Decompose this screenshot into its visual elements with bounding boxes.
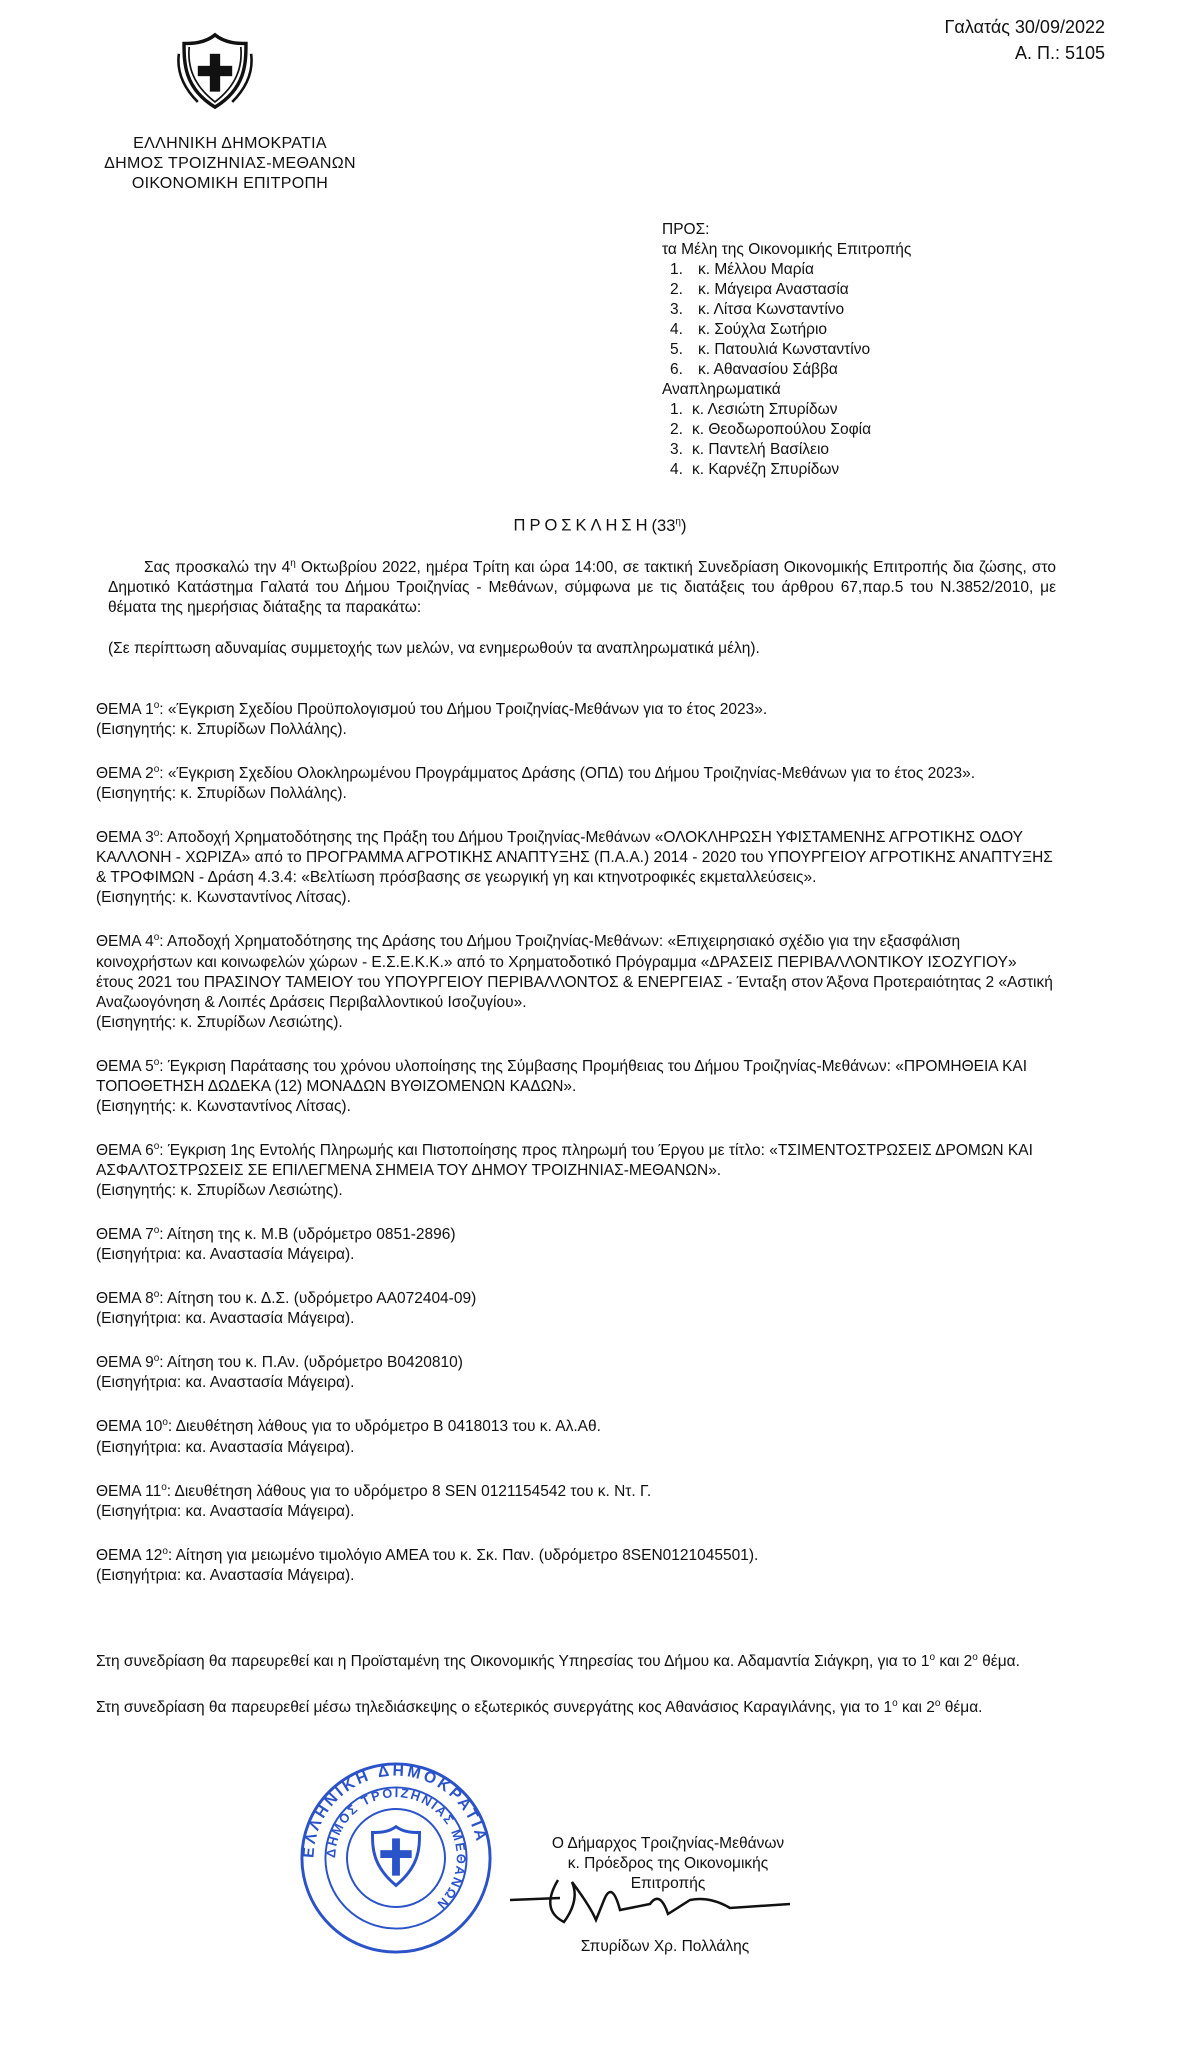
agenda-topic: ΘΕΜΑ $5^o$: Έγκριση Παράτασης του χρόνου υλοποίησης της Σύμβασης Προμήθειας του Δήμου Τροιζηνίας-Μεθάνων: «ΠΡΟΜΗΘΕΙΑ ΚΑΙ ΤΟΠΟΘΕΤΗΣΗ ΔΩΔΕΚΑ (12) ΜΟΝΑΔΩΝ ΒΥΘΙΖΟΜΕΝΩΝ ΚΑΔΩΝ». (Εισηγητής: κ. Κωνσταντίνος Λίτσας). xyxy=(96,1056,1028,1115)
agenda-topic: ΘΕΜΑ $11^o$: Διευθέτηση λάθους για το υδρόμετρο 8 SEN 0121154542 του κ. Ντ. Γ. (Εισηγήτρια: κα. Αναστασία Μάγειρα). xyxy=(96,1481,652,1520)
signatory-line-2: κ. Πρόεδρος της Οικονομικής Επιτροπής xyxy=(567,1855,769,1892)
greek-coat-of-arms-icon xyxy=(172,28,258,114)
recipients-block xyxy=(662,220,911,480)
agenda-topic: ΘΕΜΑ $9^o$: Αίτηση του κ. Π.Αν. (υδρόμετρο Β0420810) (Εισηγήτρια: κα. Αναστασία Μάγειρα). xyxy=(96,1353,463,1392)
agenda-topic: ΘΕΜΑ $3^o$: Αποδοχή Χρηματοδότησης της Πράξη του Δήμου Τροιζηνίας-Μεθάνων «ΟΛΟΚΛΗΡΩΣΗ ΥΦΙΣΤΑΜΕΝΗΣ ΑΓΡΟΤΙΚΗΣ ΟΔΟΥ ΚΑΛΛΟΝΗ - ΧΩΡΙΖΑ» από το ΠΡΟΓΡΑΜΜΑ ΑΓΡΟΤΙΚΗΣ ΑΝΑΠΤΥΞΗΣ (Π.Α.Α.) 2014 - 2020 του ΥΠΟΥΡΓΕΙΟΥ ΑΓΡΟΤΙΚΗΣ ΑΝΑΠΤΥΞΗΣ & ΤΡΟΦΙΜΩΝ - Δράση 4.3.4: «Βελτίωση πρόσβασης σε γεωργική γη και κτηνοτροφικές εκμεταλλεύσεις». (Εισηγητής: κ. Κωνσταντίνος Λίτσας). xyxy=(96,828,1053,907)
signatory-line-1: Ο Δήμαρχος Τροιζηνίας-Μεθάνων xyxy=(551,1835,785,1852)
list-item: 1. κ. Μέλλου Μαρία xyxy=(670,261,814,278)
agenda-topic: ΘΕΜΑ $10^o$: Διευθέτηση λάθους για το υδρόμετρο Β 0418013 του κ. Αλ.Αθ. (Εισηγήτρια: κα. Αναστασία Μάγειρα). xyxy=(96,1417,601,1456)
list-item: 5. κ. Πατουλιά Κωνσταντίνο xyxy=(670,341,871,358)
list-item: 4. κ. Σούχλα Σωτήριο xyxy=(670,321,828,338)
protocol-number: Α. Π.: 5105 xyxy=(1014,43,1105,63)
list-item: 6. κ. Αθανασίου Σάββα xyxy=(670,361,838,378)
agenda-topic: ΘΕΜΑ $1^o$: «Έγκριση Σχεδίου Προϋπολογισμού του Δήμου Τροιζηνίας-Μεθάνων για το έτος 2023». (Εισηγητής: κ. Σπυρίδων Πολλάλης). xyxy=(96,700,768,739)
list-item: 3. κ. Παντελή Βασίλειο xyxy=(670,441,830,458)
agenda-topic: ΘΕΜΑ $4^o$: Αποδοχή Χρηματοδότησης της Δράσης του Δήμου Τροιζηνίας-Μεθάνων: «Επιχειρησιακό σχέδιο για την εξασφάλιση κοινοχρήστων και κοινωφελών χώρων - Ε.Σ.Ε.Κ.Κ.» από το Χρηματοδοτικό Πρόγραμμα «ΔΡΑΣΕΙΣ ΠΕΡΙΒΑΛΛΟΝΤΙΚΟΥ ΙΣΟΖΥΓΙΟΥ» έτους 2021 του ΠΡΑΣΙΝΟΥ ΤΑΜΕΙΟΥ του ΥΠΟΥΡΓΕΙΟΥ ΠΕΡΙΒΑΛΛΟΝΤΟΣ & ΕΝΕΡΓΕΙΑΣ - Ένταξη στον Άξονα Προτεραιότητας 2 «Αστική Αναζωογόνηση & Λοιπές Δράσεις Περιβαλλοντικού Ισοζυγίου». (Εισηγητής: κ. Σπυρίδων Λεσιώτης). xyxy=(96,932,1053,1031)
closing-note: Στη συνεδρίαση θα παρευρεθεί και η Προϊσταμένη της Οικονομικής Υπηρεσίας του Δήμου κα. Αδαμαντία Σιάγκρη, για το $1^o$ και $2^o$ θέμα. xyxy=(96,1652,1020,1671)
document-date: Γαλατάς 30/09/2022 xyxy=(944,17,1105,37)
closing-notes xyxy=(96,1648,1056,1740)
document-date-block xyxy=(945,14,1105,66)
agenda-topics xyxy=(96,696,1056,1606)
signatory-name: Σπυρίδων Χρ. Πολλάλης xyxy=(580,1938,750,1955)
agenda-topic: ΘΕΜΑ $7^o$: Αίτηση της κ. Μ.Β (υδρόμετρο 0851-2896) (Εισηγήτρια: κα. Αναστασία Μάγειρα). xyxy=(96,1224,456,1264)
org-line-1: ΕΛΛΗΝΙΚΗ ΔΗΜΟΚΡΑΤΙΑ xyxy=(133,135,327,152)
alternates-note: (Σε περίπτωση αδυναμίας συμμετοχής των μελών, να ενημερωθούν τα αναπληρωματικά μέλη). xyxy=(108,640,760,657)
list-item: 4. κ. Καρνέζη Σπυρίδων xyxy=(670,461,840,478)
org-line-3: ΟΙΚΟΝΟΜΙΚΗ ΕΠΙΤΡΟΠΗ xyxy=(131,175,329,192)
alternates-label: Αναπληρωματικά xyxy=(662,381,781,398)
agenda-topic: ΘΕΜΑ $6^o$: Έγκριση 1ης Εντολής Πληρωμής και Πιστοποίησης προς πληρωμή του Έργου με τίτλο: «ΤΣΙΜΕΝΤΟΣΤΡΩΣΕΙΣ ΔΡΟΜΩΝ ΚΑΙ ΑΣΦΑΛΤΟΣΤΡΩΣΕΙΣ ΣΕ ΕΠΙΛΕΓΜΕΝΑ ΣΗΜΕΙΑ ΤΟΥ ΔΗΜΟΥ ΤΡΟΙΖΗΝΙΑΣ-ΜΕΘΑΝΩΝ». (Εισηγητής: κ. Σπυρίδων Λεσιώτης). xyxy=(96,1140,1033,1199)
list-item: 2. κ. Μάγειρα Αναστασία xyxy=(670,281,849,298)
invitation-paragraph: Σας προσκαλώ την $4^\eta$ Οκτωβρίου 2022, ημέρα Τρίτη και ώρα 14:00, σε τακτική Συνεδρίαση Οικονομικής Επιτροπής δια ζώσης, στο Δημοτικό Κατάστημα Γαλατά του Δήμου Τροιζηνίας - Μεθάνων, σύμφωνα με τις διατάξεις του άρθρου 67,παρ.5 του Ν.3852/2010, με θέματα της ημερήσιας διάταξης τα παρακάτω: xyxy=(108,558,1056,617)
members-list xyxy=(662,260,911,380)
agenda-topic: ΘΕΜΑ $8^o$: Αίτηση του κ. Δ.Σ. (υδρόμετρο ΑΑ072404-09) (Εισηγήτρια: κα. Αναστασία Μάγειρα). xyxy=(96,1289,477,1328)
list-item: 2. κ. Θεοδωροπούλου Σοφία xyxy=(670,421,872,438)
alternates-list xyxy=(662,400,911,480)
page-title: $\Pi PO\Sigma K\Lambda H\Sigma H(33^\eta)$ xyxy=(513,516,687,535)
list-item: 3. κ. Λίτσα Κωνσταντίνο xyxy=(670,301,845,318)
members-label: τα Μέλη της Οικονομικής Επιτροπής xyxy=(662,241,912,258)
issuing-organization xyxy=(40,134,420,194)
org-line-2: ΔΗΜΟΣ ΤΡΟΙΖΗΝΙΑΣ-ΜΕΘΑΝΩΝ xyxy=(104,155,356,172)
agenda-topic: ΘΕΜΑ $2^o$: «Έγκριση Σχεδίου Ολοκληρωμένου Προγράμματος Δράσης (ΟΠΔ) του Δήμου Τροιζηνίας-Μεθάνων για το έτος 2023». (Εισηγητής: κ. Σπυρίδων Πολλάλης). xyxy=(96,764,976,803)
handwritten-signature-icon xyxy=(500,1870,800,1930)
svg-text:ΕΛΛΗΝΙΚΗ ΔΗΜΟΚΡΑΤΙΑ: ΕΛΛΗΝΙΚΗ ΔΗΜΟΚΡΑΤΙΑ xyxy=(300,1762,491,1859)
to-label: ΠΡΟΣ: xyxy=(662,221,710,238)
list-item: 1. κ. Λεσιώτη Σπυρίδων xyxy=(670,401,838,418)
municipal-stamp-icon xyxy=(298,1760,494,1956)
agenda-topic: ΘΕΜΑ $12^o$: Αίτηση για μειωμένο τιμολόγιο ΑΜΕΑ του κ. Σκ. Παν. (υδρόμετρο 8SEN0121045501). (Εισηγήτρια: κα. Αναστασία Μάγειρα). xyxy=(96,1545,759,1584)
svg-text:ΔΗΜΟΣ ΤΡΟΙΖΗΝΙΑΣ ΜΕΘΑΝΩΝ: ΔΗΜΟΣ ΤΡΟΙΖΗΝΙΑΣ ΜΕΘΑΝΩΝ xyxy=(323,1785,469,1914)
closing-note: Στη συνεδρίαση θα παρευρεθεί μέσω τηλεδιάσκεψης ο εξωτερικός συνεργάτης κος Αθανάσιος Καραγιλάνης, για το $1^o$ και $2^o$ θέμα. xyxy=(96,1698,983,1717)
